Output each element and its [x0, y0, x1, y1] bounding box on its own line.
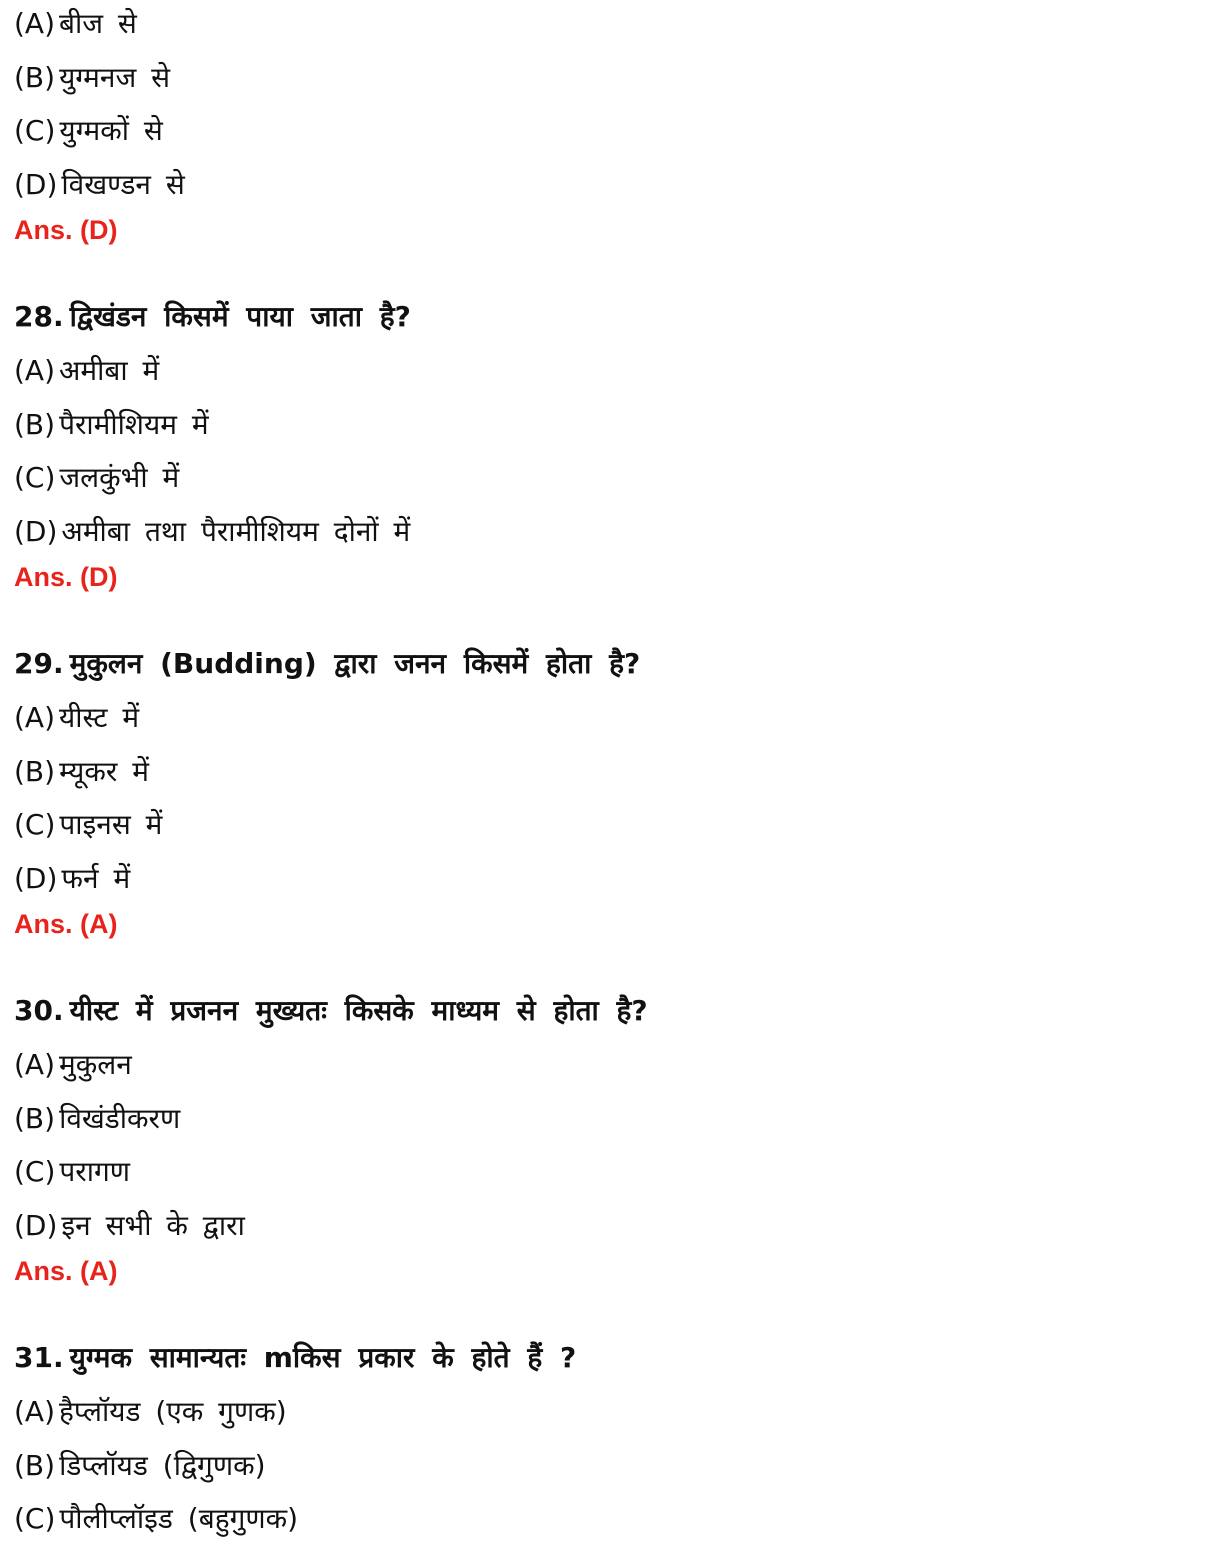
question-text: मुकुलन (Budding) द्वारा जनन किसमें होता है?	[69, 647, 641, 680]
option-a	[14, 4, 137, 44]
option-text: विखण्डन से	[61, 168, 185, 201]
option-text: जलकुंभी में	[59, 461, 180, 494]
option-b	[14, 1446, 266, 1486]
option-label: (B)	[14, 408, 56, 441]
answer: Ans. (A)	[14, 909, 118, 939]
option-b	[14, 405, 209, 445]
question-number: 31.	[14, 1341, 64, 1374]
option-text: विखंडीकरण	[59, 1102, 181, 1135]
question-29	[14, 644, 640, 684]
option-a	[14, 351, 159, 391]
option-text: पैरामीशियम में	[59, 408, 209, 441]
option-text: बीज से	[59, 7, 137, 40]
option-c	[14, 458, 179, 498]
question-number: 30.	[14, 994, 64, 1027]
option-b	[14, 58, 170, 98]
option-label: (A)	[14, 7, 56, 40]
option-label: (D)	[14, 862, 58, 895]
option-label: (A)	[14, 1048, 56, 1081]
option-label: (D)	[14, 1209, 58, 1242]
option-text: युग्मकों से	[59, 114, 163, 147]
option-label: (A)	[14, 354, 56, 387]
option-d	[14, 1206, 245, 1246]
option-d	[14, 512, 410, 552]
option-d	[14, 165, 185, 205]
option-text: पाइनस में	[59, 808, 163, 841]
option-text: युग्मनज से	[59, 61, 171, 94]
answer: Ans. (A)	[14, 1256, 118, 1286]
option-c	[14, 805, 162, 845]
option-label: (C)	[14, 1155, 56, 1188]
answer: Ans. (D)	[14, 562, 118, 592]
option-label: (A)	[14, 701, 56, 734]
question-text: युग्मक सामान्यतः mकिस प्रकार के होते हैं ?	[69, 1341, 577, 1374]
answer: Ans. (D)	[14, 215, 118, 245]
option-c	[14, 111, 163, 151]
option-text: अमीबा तथा पैरामीशियम दोनों में	[61, 515, 411, 548]
option-label: (C)	[14, 808, 56, 841]
option-text: इन सभी के द्वारा	[61, 1209, 245, 1242]
option-text: म्यूकर में	[59, 755, 150, 788]
option-b	[14, 1099, 180, 1139]
option-c	[14, 1499, 298, 1539]
option-label: (C)	[14, 461, 56, 494]
option-text: परागण	[59, 1155, 131, 1188]
option-label: (A)	[14, 1395, 56, 1428]
question-30	[14, 991, 648, 1031]
question-28	[14, 297, 411, 337]
option-c	[14, 1152, 130, 1192]
option-label: (D)	[14, 515, 58, 548]
option-label: (B)	[14, 1449, 56, 1482]
option-label: (B)	[14, 1102, 56, 1135]
option-label: (B)	[14, 61, 56, 94]
option-label: (D)	[14, 168, 58, 201]
option-text: पौलीप्लॉइड (बहुगुणक)	[59, 1502, 299, 1535]
option-label: (C)	[14, 1502, 56, 1535]
option-a	[14, 1045, 132, 1085]
question-number: 28.	[14, 300, 64, 333]
option-text: फर्न में	[61, 862, 131, 895]
question-number: 29.	[14, 647, 64, 680]
option-text: हैप्लॉयड (एक गुणक)	[59, 1395, 287, 1428]
option-d	[14, 859, 130, 899]
question-text: द्विखंडन किसमें पाया जाता है?	[69, 300, 411, 333]
option-text: डिप्लॉयड (द्विगुणक)	[59, 1449, 266, 1482]
option-label: (B)	[14, 755, 56, 788]
option-a	[14, 1392, 287, 1432]
question-text: यीस्ट में प्रजनन मुख्यतः किसके माध्यम से होता है?	[69, 994, 648, 1027]
option-label: (C)	[14, 114, 56, 147]
option-text: यीस्ट में	[59, 701, 140, 734]
option-text: मुकुलन	[59, 1048, 132, 1081]
question-31	[14, 1338, 576, 1378]
option-a	[14, 698, 139, 738]
option-text: अमीबा में	[59, 354, 160, 387]
option-b	[14, 752, 149, 792]
